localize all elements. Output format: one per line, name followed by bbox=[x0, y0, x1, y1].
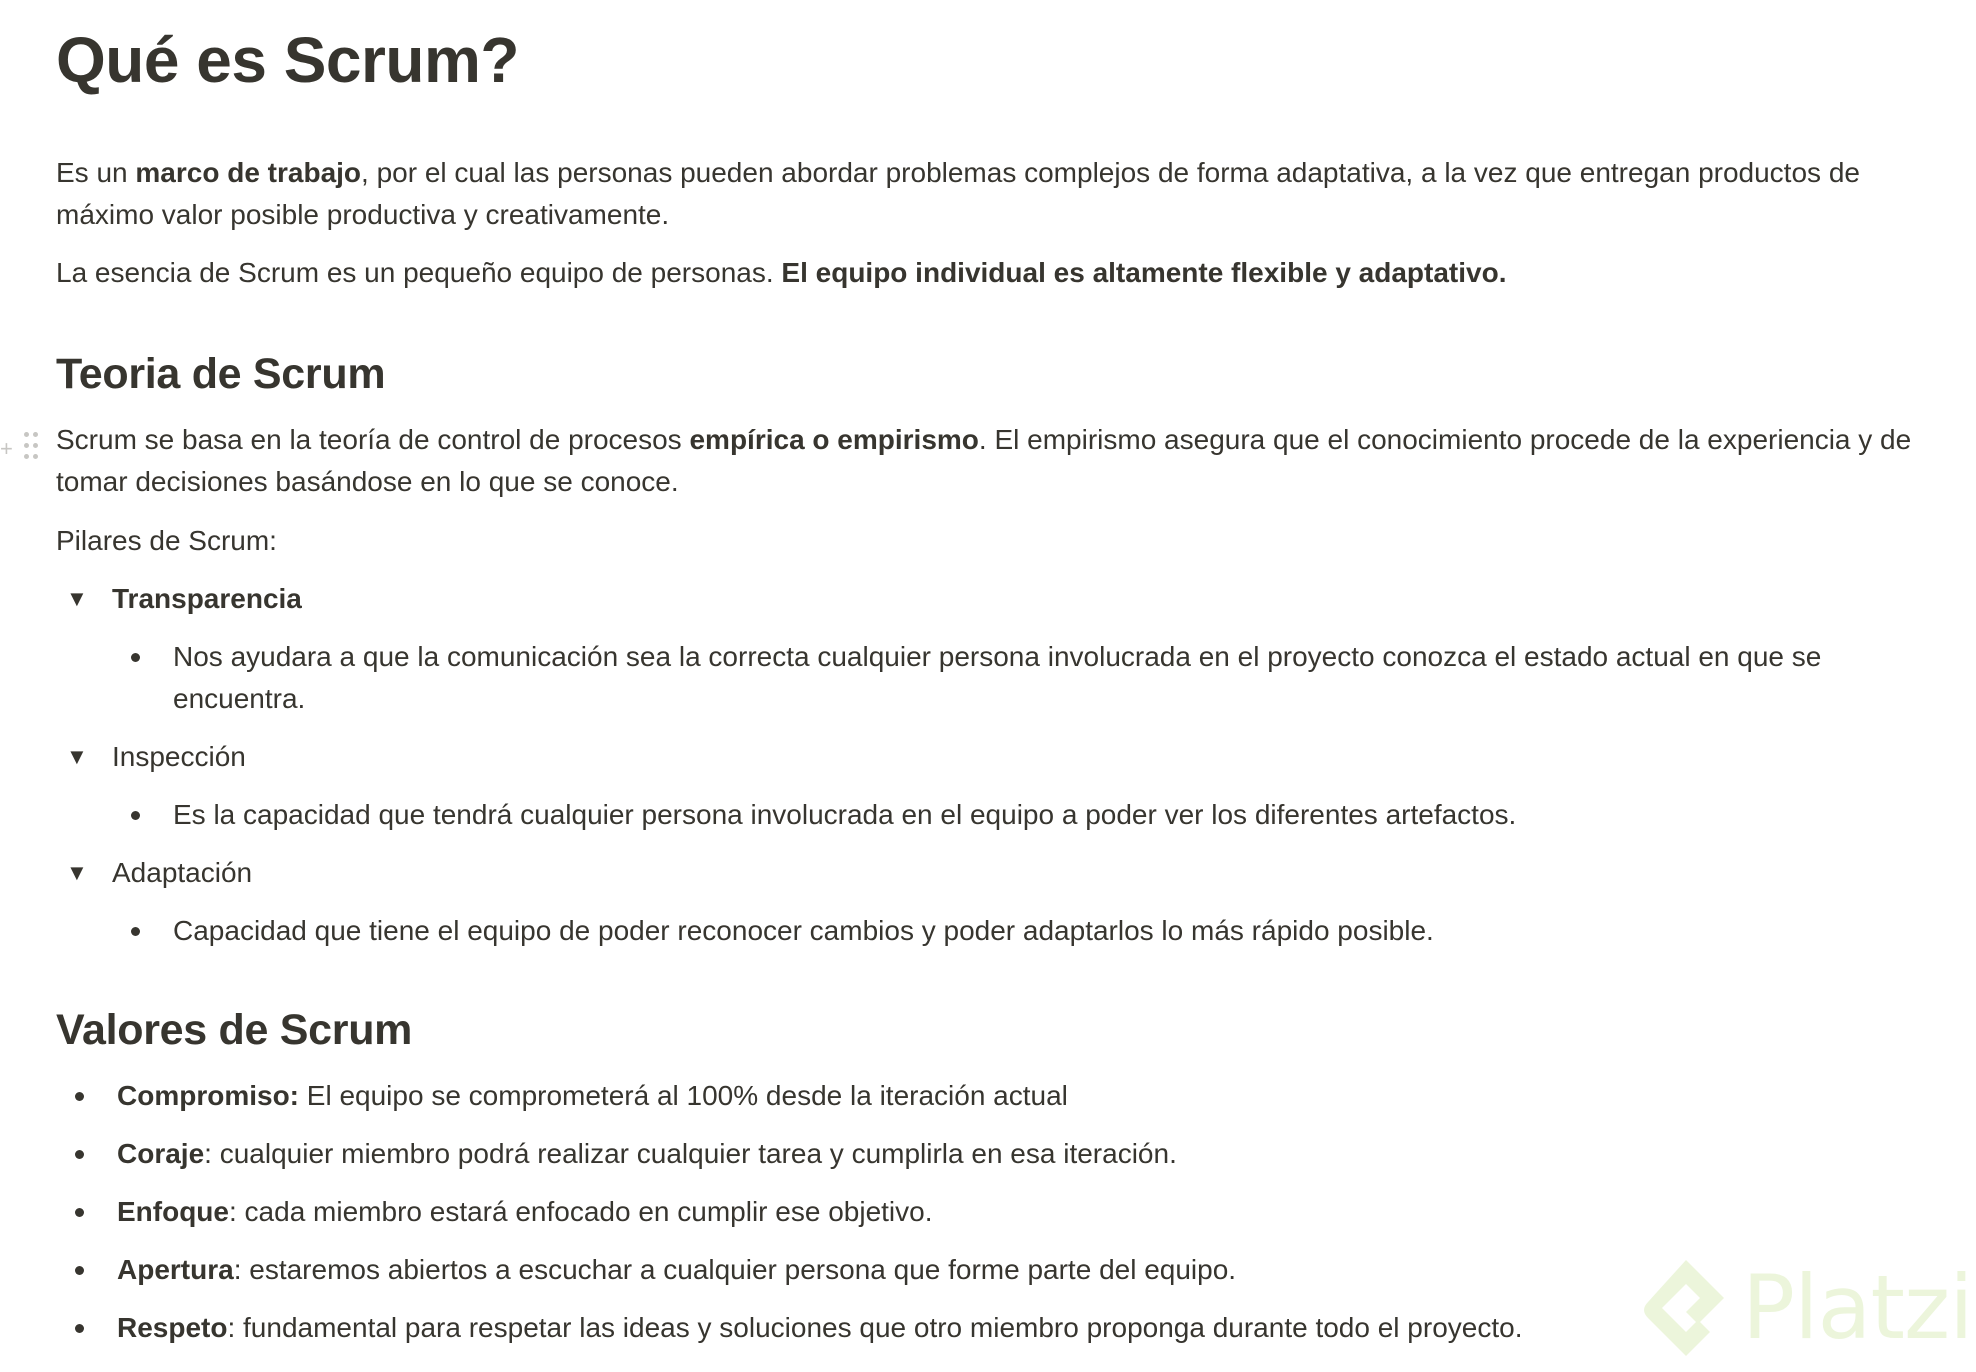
toggle-triangle-icon[interactable]: ▼ bbox=[66, 744, 88, 769]
pilares-label: Pilares de Scrum: bbox=[56, 525, 277, 556]
bullet-icon bbox=[75, 1324, 84, 1333]
section-heading-teoria: Teoria de Scrum bbox=[56, 350, 386, 398]
bullet-icon bbox=[75, 1092, 84, 1101]
toggle-label: Inspección bbox=[112, 741, 246, 772]
bullet-icon bbox=[75, 1150, 84, 1159]
section-heading-valores: Valores de Scrum bbox=[56, 1006, 413, 1054]
toggle-triangle-icon[interactable]: ▼ bbox=[66, 586, 88, 611]
bullet-icon bbox=[131, 927, 140, 936]
toggle-label: Adaptación bbox=[112, 857, 253, 888]
bullet-icon bbox=[75, 1266, 84, 1275]
essence-paragraph: La esencia de Scrum es un pequeño equipo de personas. El equipo individual es altamente flexible y adaptativo. bbox=[56, 257, 1507, 288]
bullet-icon bbox=[131, 811, 140, 820]
bullet-icon bbox=[75, 1208, 84, 1217]
intro-paragraph: Es un marco de trabajo, por el cual las personas pueden abordar problemas complejos de forma adaptativa, a la vez que entregan productos de máximo valor posible productiva y creativamente. bbox=[56, 157, 1860, 230]
page-title: Qué es Scrum? bbox=[56, 24, 519, 96]
bullet-icon bbox=[131, 653, 140, 662]
platzi-watermark: Platzi bbox=[1636, 1252, 1976, 1372]
empirismo-paragraph: Scrum se basa en la teoría de control de procesos empírica o empirismo. El empirismo asegura que el conocimiento procede de la experiencia y de tomar decisiones basándose en lo que se conoce. bbox=[56, 424, 1912, 497]
platzi-logo-icon bbox=[1636, 1252, 1736, 1372]
toggle-label: Transparencia bbox=[112, 583, 302, 614]
toggle-triangle-icon[interactable]: ▼ bbox=[66, 860, 88, 885]
drag-handle-icon[interactable] bbox=[24, 432, 40, 462]
block-plus-icon[interactable]: + bbox=[0, 436, 13, 461]
